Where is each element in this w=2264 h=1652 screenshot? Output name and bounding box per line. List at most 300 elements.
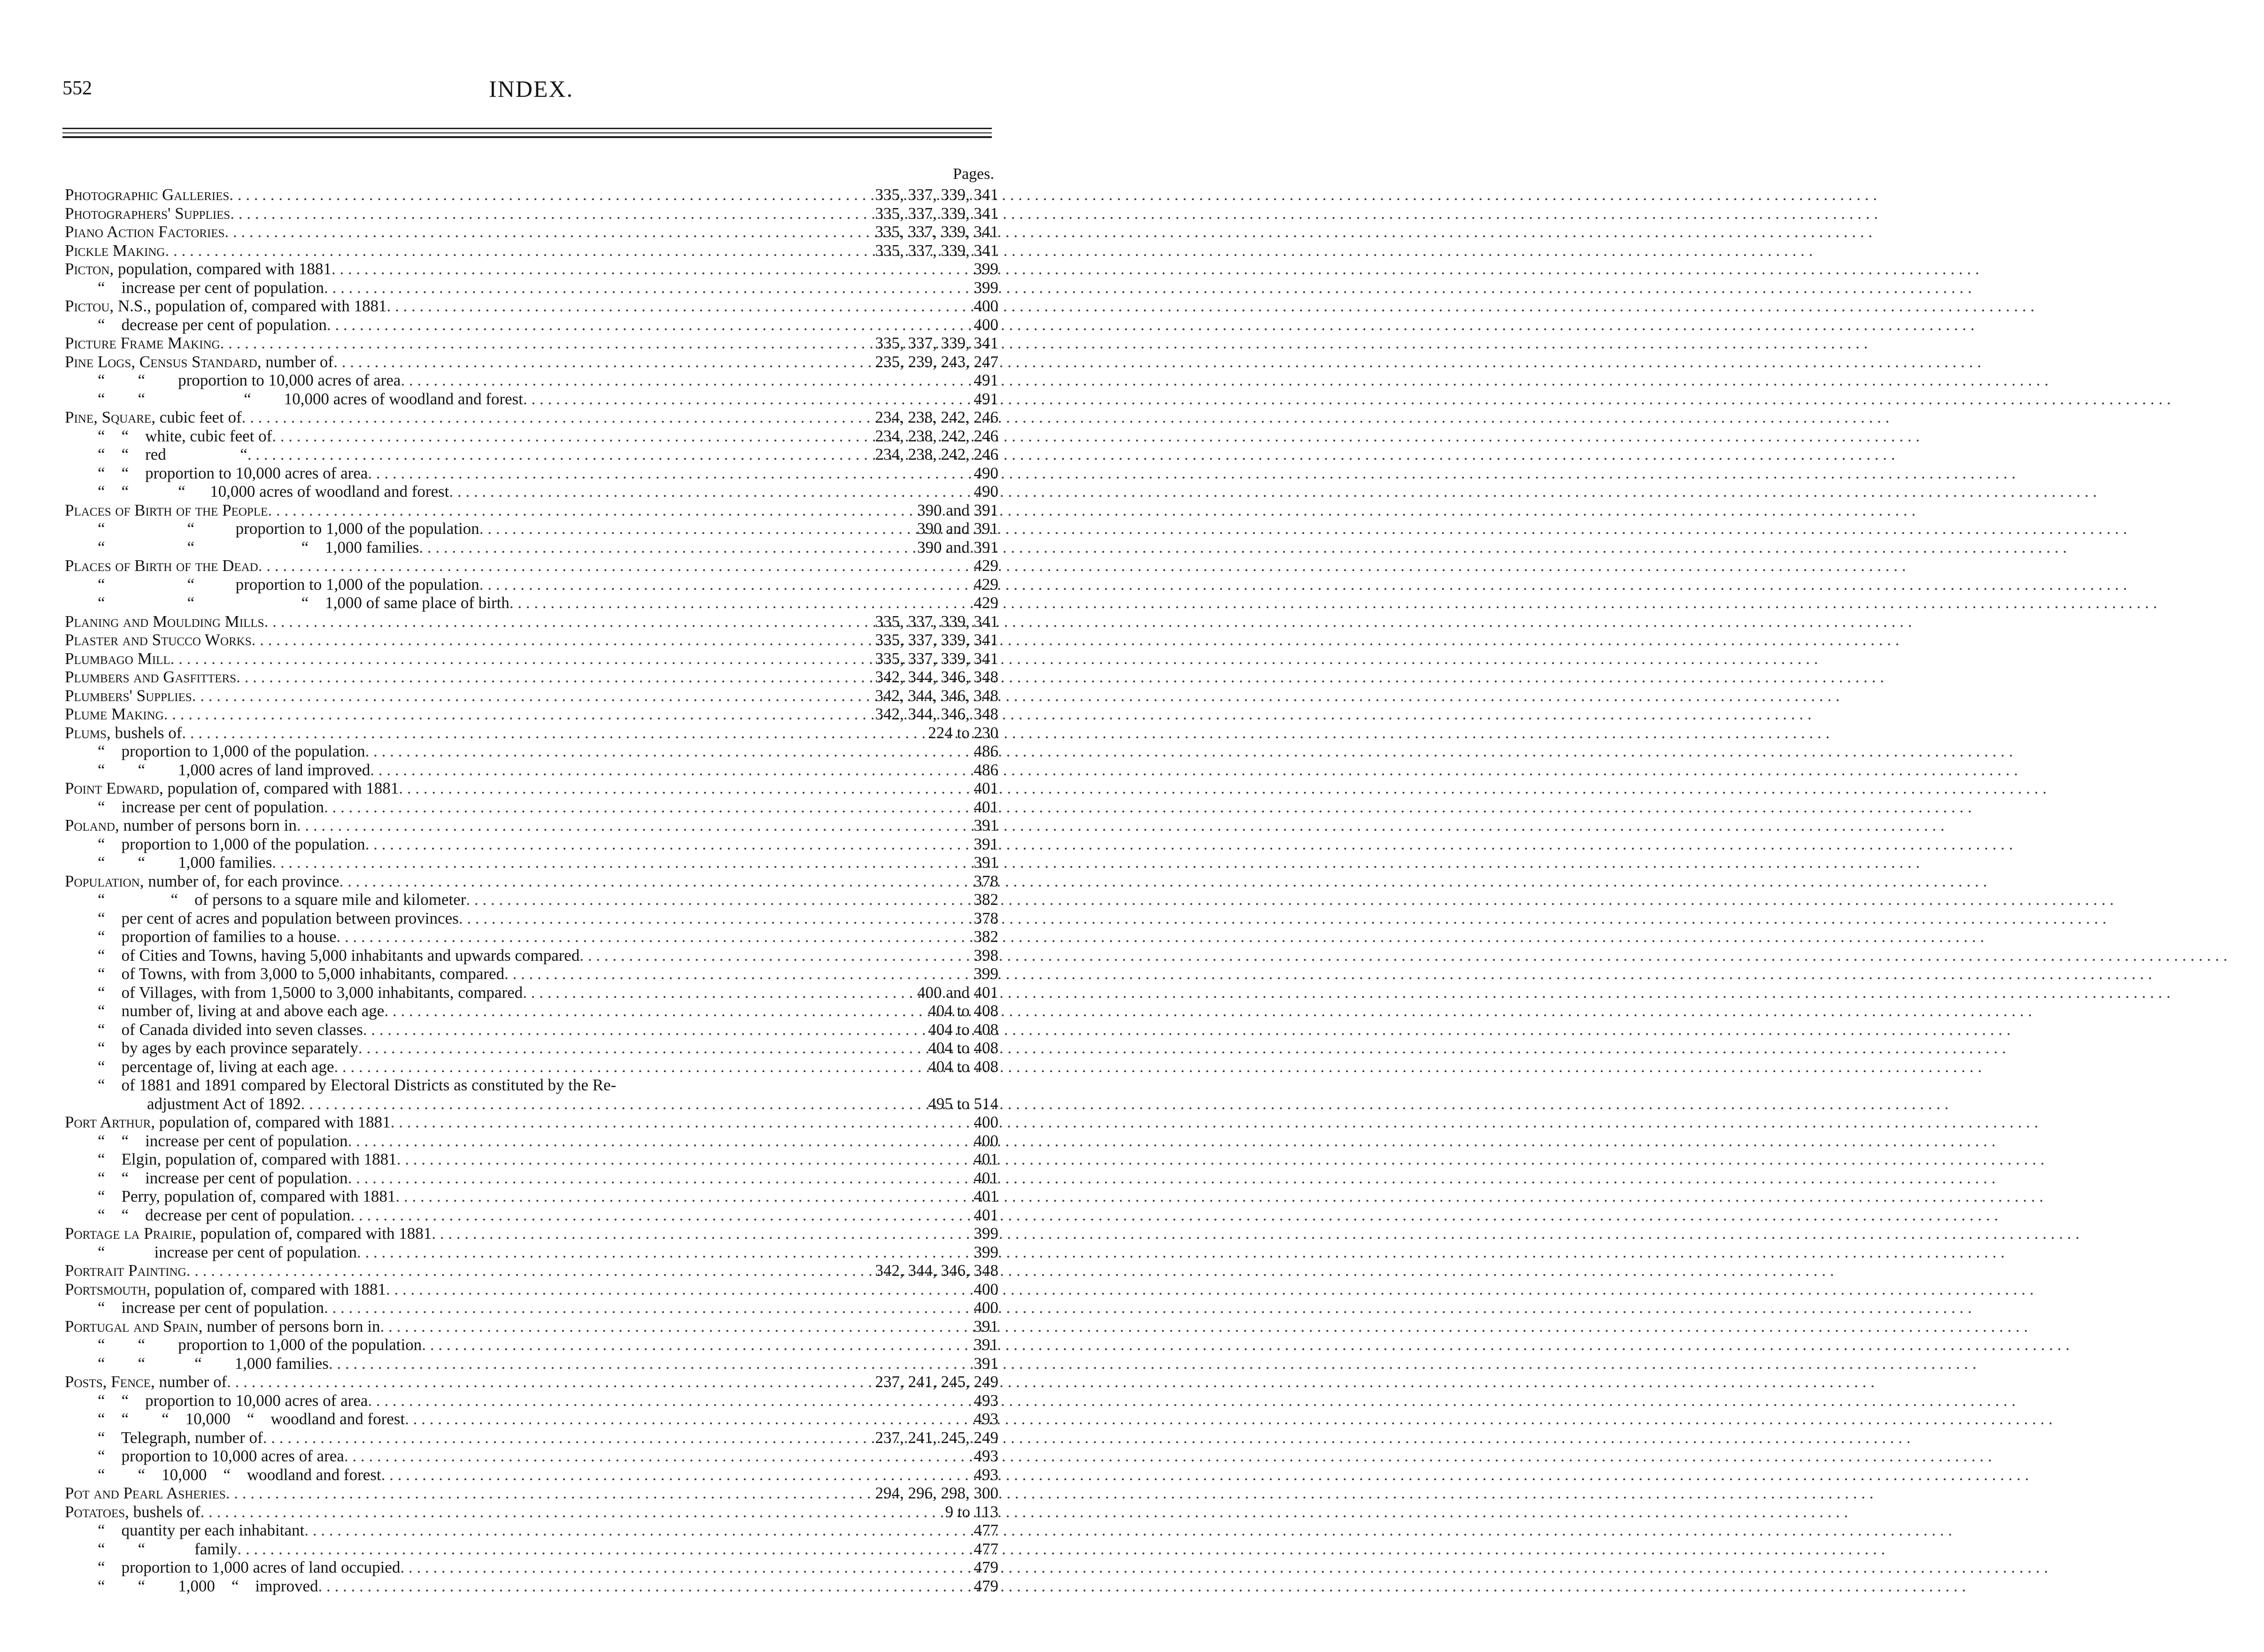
leader-dots [397, 1150, 971, 1169]
entry-pages: 479 [974, 1576, 998, 1595]
entry-heading: Potatoes, [65, 1502, 129, 1521]
index-entry [65, 1280, 998, 1299]
leader-dots [523, 983, 914, 1002]
index-entry [65, 260, 998, 278]
entry-label [65, 631, 252, 649]
entry-label [65, 408, 242, 427]
entry-label [65, 1503, 201, 1521]
index-entry [65, 278, 998, 297]
index-entry [65, 649, 998, 668]
entry-text: “ increase per cent of population [98, 1243, 357, 1261]
entry-heading: Portugal and Spain, [65, 1317, 203, 1335]
leader-dots [186, 1261, 873, 1280]
entry-label [65, 241, 165, 260]
entry-pages: 404 to 408 [928, 1057, 998, 1076]
entry-pages: 404 to 408 [928, 1002, 998, 1020]
entry-heading: Planing and Moulding Mills [65, 612, 264, 631]
leader-dots [229, 185, 872, 204]
entry-label [65, 501, 268, 520]
entry-label [65, 427, 272, 446]
entry-pages: 9 to 113 [945, 1502, 998, 1521]
leader-dots [226, 1484, 873, 1503]
leader-dots [350, 1206, 971, 1225]
entry-label [65, 185, 229, 204]
index-entry [65, 204, 998, 223]
leader-dots [327, 316, 971, 334]
entry-text: “ number of, living at and above each age [98, 1002, 385, 1020]
entry-pages: 335, 337, 339, 341 [875, 649, 998, 668]
index-entry [65, 1391, 998, 1410]
entry-label [65, 1298, 324, 1317]
leader-dots [272, 853, 971, 872]
leader-dots [192, 687, 873, 705]
entry-pages: 342, 344, 346, 348 [875, 705, 998, 723]
entry-pages: 234, 238, 242, 246 [875, 426, 998, 445]
entry-label [65, 519, 479, 538]
entry-label [65, 1466, 381, 1484]
entry-text: population of, compared with 1881 [150, 1280, 386, 1298]
index-entry [65, 185, 998, 204]
leader-dots [479, 575, 971, 594]
entry-heading: Posts, Fence, [65, 1373, 155, 1391]
entry-pages: 493 [974, 1465, 998, 1484]
index-entry [65, 575, 998, 594]
entry-text: “ proportion of families to a house [98, 927, 337, 946]
entry-pages: 342, 344, 346, 348 [875, 686, 998, 705]
leader-dots [422, 1335, 971, 1354]
entry-label [65, 1391, 368, 1410]
index-entry [65, 427, 998, 446]
index-entry [65, 353, 998, 371]
leader-dots [318, 1577, 971, 1596]
entry-text: population of, compared with 1881 [155, 1113, 391, 1131]
index-entry [65, 1076, 998, 1095]
index-entry [65, 1002, 998, 1020]
index-entry [65, 1113, 998, 1132]
entry-label [65, 649, 170, 668]
index-entry [65, 334, 998, 353]
entry-heading: Photographers' Supplies [65, 204, 231, 223]
entry-text: “ of Cities and Towns, having 5,000 inhabitants and upwards compared [98, 946, 580, 965]
leader-dots [365, 835, 971, 854]
entry-pages: 400 [974, 1113, 998, 1131]
entry-heading: Pine, Square, [65, 408, 155, 426]
index-entry [65, 890, 998, 909]
entry-heading: Plumbers' Supplies [65, 686, 192, 705]
entry-pages: 335, 337, 339, 341 [875, 612, 998, 631]
entry-text: bushels of [110, 723, 182, 742]
entry-label [65, 909, 459, 928]
index-entry [65, 1466, 998, 1484]
entry-label [65, 223, 224, 241]
index-entry [65, 1169, 998, 1188]
index-entry [65, 1410, 998, 1428]
entry-pages: 477 [974, 1521, 998, 1539]
leader-dots [395, 1187, 971, 1206]
entry-heading: Places of Birth of the Dead [65, 556, 258, 575]
leader-dots [459, 909, 971, 928]
leader-dots [401, 371, 971, 390]
entry-pages: 429 [974, 575, 998, 594]
entry-pages: 294, 296, 298, 300 [875, 1484, 998, 1502]
entry-heading: Plumbago Mill [65, 649, 170, 668]
index-entry [65, 1261, 998, 1280]
entry-label [65, 1113, 391, 1132]
leader-dots [399, 779, 971, 798]
entry-pages: 234, 238, 242, 246 [875, 445, 998, 463]
index-entry [65, 1224, 998, 1243]
entry-pages: 391 [974, 1335, 998, 1354]
index-entry [65, 1577, 998, 1596]
entry-text: “ “ proportion to 1,000 of the population [98, 519, 479, 538]
leader-dots [164, 705, 873, 724]
entry-text: “ “ 1,000 acres of land improved [98, 760, 371, 779]
leader-dots [201, 1503, 943, 1521]
entry-pages: 399 [974, 1224, 998, 1243]
entry-text: number of persons born in [202, 1317, 380, 1335]
entry-text: “ percentage of, living at each age [98, 1057, 334, 1076]
entry-pages: 399 [974, 278, 998, 297]
entry-pages: 491 [974, 389, 998, 408]
entry-label [65, 297, 386, 316]
entry-text: “ proportion to 1,000 acres of land occupied [98, 1558, 401, 1576]
entry-label [65, 835, 365, 854]
entry-label [65, 1002, 384, 1020]
leader-dots [381, 1466, 971, 1484]
entry-pages: 400 [974, 1131, 998, 1150]
entry-label [65, 316, 327, 334]
index-entry [65, 1298, 998, 1317]
entry-label [65, 482, 449, 501]
entry-pages: 390 and 391 [917, 538, 998, 556]
entry-text: number of [261, 352, 334, 371]
index-entry [65, 1187, 998, 1206]
entry-text: “ quantity per each inhabitant [98, 1521, 305, 1539]
entry-pages: 391 [974, 853, 998, 872]
leader-dots [220, 334, 873, 353]
entry-label [65, 853, 272, 872]
entry-label [65, 724, 182, 742]
entry-label [65, 965, 504, 983]
leader-dots [304, 1521, 971, 1540]
index-entry [65, 556, 998, 575]
entry-text: “ “ increase per cent of population [98, 1168, 348, 1187]
entry-pages: 335, 337, 339, 341 [875, 185, 998, 204]
entry-pages: 234, 238, 242, 246 [875, 408, 998, 426]
leader-dots [324, 278, 971, 297]
entry-label [65, 1428, 263, 1447]
entry-pages: 391 [974, 1317, 998, 1335]
leader-dots [252, 631, 873, 649]
leader-dots [272, 427, 872, 446]
entry-label [65, 983, 523, 1002]
entry-label [65, 1373, 227, 1391]
index-entry [65, 1540, 998, 1559]
entry-pages: 391 [974, 1354, 998, 1373]
index-entry [65, 1428, 998, 1447]
entry-text: “ “ of persons to a square mile and kilometer [98, 890, 466, 909]
entry-text: cubic feet of [155, 408, 242, 426]
entry-label [65, 1039, 358, 1058]
entry-text: “ “ proportion to 10,000 acres of area [98, 463, 368, 482]
entry-label [65, 946, 580, 965]
index-entry [65, 519, 998, 538]
entry-pages: 335, 337, 339, 341 [875, 223, 998, 241]
leader-dots [332, 260, 971, 278]
entry-label [65, 1540, 237, 1559]
index-entry [65, 1447, 998, 1466]
leader-dots [236, 668, 872, 687]
entry-text: “ “ “ 10,000 acres of woodland and forest [98, 482, 449, 501]
entry-pages: 401 [974, 1168, 998, 1187]
entry-heading: Pictou, [65, 297, 114, 315]
entry-pages: 400 [974, 1280, 998, 1298]
entry-label [65, 204, 230, 223]
entry-text: “ “ white, cubic feet of [98, 426, 272, 445]
entry-heading: Pickle Making [65, 241, 165, 260]
entry-label [65, 1243, 357, 1262]
entry-pages: 400 [974, 297, 998, 315]
entry-pages: 391 [974, 816, 998, 834]
entry-label [65, 1354, 329, 1373]
entry-text: number of, for each province [144, 872, 340, 890]
entry-label [65, 1577, 318, 1596]
leader-dots [380, 1317, 971, 1336]
entry-label [65, 1317, 380, 1336]
leader-dots [237, 1540, 971, 1559]
index-entry [65, 316, 998, 334]
index-entry [65, 1150, 998, 1169]
entry-heading: Point Edward, [65, 779, 163, 797]
entry-label [65, 612, 264, 631]
entry-label [65, 1206, 350, 1225]
entry-label [65, 278, 324, 297]
index-entry [65, 538, 998, 557]
entry-pages: 335, 337, 339, 341 [875, 204, 998, 223]
entry-label [65, 742, 365, 761]
entry-label [65, 594, 510, 612]
entry-heading: Pine Logs, Census Standard, [65, 352, 262, 371]
entry-pages: 401 [974, 1150, 998, 1168]
entry-pages: 493 [974, 1391, 998, 1410]
entry-pages: 237, 241, 245, 249 [875, 1373, 998, 1391]
entry-pages: 335, 337, 339, 341 [875, 631, 998, 649]
entry-pages: 429 [974, 594, 998, 612]
leader-dots [247, 445, 873, 464]
index-entry [65, 983, 998, 1002]
index-entry [65, 872, 998, 891]
index-entry [65, 1335, 998, 1354]
index-entry [65, 390, 998, 409]
entry-pages: 486 [974, 742, 998, 760]
leader-dots [348, 1169, 971, 1188]
leader-dots [170, 649, 873, 668]
entry-text: “ “ family [98, 1539, 238, 1558]
entry-label [65, 1484, 226, 1503]
entry-pages: 398 [974, 946, 998, 965]
index-entry [65, 594, 998, 612]
leader-dots [358, 1039, 925, 1058]
entry-label [65, 779, 399, 798]
index-entry [65, 1521, 998, 1540]
entry-text: “ “ 1,000 families [98, 853, 272, 872]
entry-heading: Picton, [65, 260, 114, 278]
entry-heading: Places of Birth of the People [65, 501, 268, 519]
entry-label [65, 538, 419, 557]
leader-dots [182, 724, 925, 742]
leader-dots [258, 556, 971, 575]
entry-pages: 399 [974, 260, 998, 278]
entry-text: “ decrease per cent of population [98, 315, 327, 334]
leader-dots [368, 464, 971, 483]
entry-text: “ Telegraph, number of [98, 1428, 263, 1447]
entry-pages: 342, 344, 346, 348 [875, 1261, 998, 1280]
leader-dots [419, 538, 914, 557]
entry-heading: Pot and Pearl Asheries [65, 1484, 226, 1502]
index-entry [65, 853, 998, 872]
entry-label [65, 445, 247, 464]
index-entry [65, 482, 998, 501]
entry-text: “ Perry, population of, compared with 1881 [98, 1187, 396, 1205]
entry-label [65, 371, 401, 390]
entry-heading: Population, [65, 872, 144, 890]
leader-dots [363, 1020, 926, 1039]
entry-label [65, 464, 368, 483]
entry-heading: Plumbers and Gasfitters [65, 668, 237, 686]
entry-text: adjustment Act of 1892 [98, 1094, 301, 1113]
entry-pages: 486 [974, 760, 998, 779]
entry-pages: 493 [974, 1410, 998, 1428]
entry-heading: Port Arthur, [65, 1113, 155, 1131]
index-entry [65, 464, 998, 483]
entry-pages: 493 [974, 1447, 998, 1465]
entry-text: “ “ proportion to 10,000 acres of area [98, 371, 401, 389]
entry-text: “ “ “ 1,000 families [98, 538, 419, 556]
header-rule-bottom [62, 136, 992, 138]
entry-text: “ proportion to 1,000 of the population [98, 742, 365, 760]
index-entry [65, 408, 998, 427]
entry-pages: 490 [974, 463, 998, 482]
entry-heading: Plume Making [65, 705, 164, 723]
leader-dots [334, 1058, 925, 1076]
header-rule-middle [62, 132, 992, 133]
entry-pages: 237, 241, 245, 249 [875, 1428, 998, 1447]
index-entry [65, 816, 998, 835]
entry-label [65, 1261, 186, 1280]
entry-label [65, 816, 297, 835]
entry-text: “ by ages by each province separately [98, 1039, 358, 1057]
entry-text: “ “ red “ [98, 445, 247, 463]
entry-label [65, 1095, 301, 1113]
entry-pages: 401 [974, 779, 998, 797]
entry-label [65, 1447, 344, 1466]
entry-label [65, 353, 333, 371]
entry-text: “ proportion to 10,000 acres of area [98, 1447, 344, 1465]
entry-label [65, 260, 332, 278]
entry-label [65, 390, 523, 409]
page-number: 552 [62, 77, 92, 99]
entry-text: “ “ proportion to 1,000 of the population [98, 575, 479, 594]
entry-heading: Portsmouth, [65, 1280, 151, 1298]
entry-pages: 404 to 408 [928, 1039, 998, 1057]
index-entry [65, 761, 998, 780]
entry-heading: Plaster and Stucco Works [65, 631, 252, 649]
entry-label [65, 668, 236, 687]
entry-text: population, compared with 1881 [114, 260, 332, 278]
entry-text: “ proportion to 1,000 of the population [98, 834, 365, 853]
index-entries [65, 185, 998, 1595]
entry-label [65, 798, 324, 817]
entry-text: “ “ proportion to 1,000 of the population [98, 1335, 422, 1354]
leader-dots [400, 1558, 971, 1577]
entry-text: population of, compared with 1881 [196, 1224, 432, 1243]
leader-dots [504, 965, 971, 983]
entry-pages: 495 to 514 [928, 1094, 998, 1113]
index-entry [65, 705, 998, 724]
entry-pages: 391 [974, 834, 998, 853]
index-entry [65, 835, 998, 854]
entry-pages: 404 to 408 [928, 1020, 998, 1039]
entry-heading: Poland, [65, 816, 119, 834]
leader-dots [368, 1391, 971, 1410]
index-entry [65, 1020, 998, 1039]
entry-pages: 491 [974, 371, 998, 389]
entry-pages: 235, 239, 243, 247 [875, 352, 998, 371]
leader-dots [329, 1354, 971, 1373]
entry-pages: 390 and 391 [917, 501, 998, 519]
leader-dots [264, 612, 873, 631]
entry-label [65, 1150, 397, 1169]
entry-text: “ “ “ 1,000 families [98, 1354, 329, 1373]
entry-pages: 335, 337, 339, 341 [875, 334, 998, 352]
leader-dots [523, 390, 971, 409]
entry-text: “ of 1881 and 1891 compared by Electoral Districts as constituted by the Re- [98, 1076, 617, 1094]
entry-label [65, 927, 336, 946]
leader-dots [301, 1095, 926, 1113]
entry-label [65, 1280, 386, 1299]
leader-dots [324, 1298, 971, 1317]
leader-dots [348, 1132, 971, 1150]
entry-label [65, 575, 479, 594]
entry-pages: 335, 337, 339, 341 [875, 241, 998, 260]
leader-dots [344, 1447, 971, 1466]
leader-dots [386, 297, 971, 316]
leader-dots [449, 482, 971, 501]
entry-pages: 429 [974, 556, 998, 575]
leader-dots [580, 946, 971, 965]
entry-text: population of, compared with 1881 [163, 779, 399, 797]
leader-dots [391, 1113, 971, 1132]
leader-dots [479, 519, 914, 538]
index-entry [65, 1354, 998, 1373]
entry-label [65, 1521, 304, 1540]
index-entry [65, 1095, 998, 1113]
leader-dots [510, 594, 971, 612]
index-entry [65, 631, 998, 649]
entry-pages: 342, 344, 346, 348 [875, 668, 998, 686]
entry-label [65, 1410, 405, 1428]
entry-label [65, 334, 220, 353]
entry-pages: 399 [974, 965, 998, 983]
leader-dots [384, 1002, 925, 1020]
leader-dots [297, 816, 971, 835]
leader-dots [336, 927, 971, 946]
entry-label [65, 556, 258, 575]
entry-text: “ of Villages, with from 1,5000 to 3,000 inhabitants, compared [98, 983, 523, 1002]
index-entry [65, 241, 998, 260]
index-entry [65, 965, 998, 983]
index-entry [65, 223, 998, 241]
